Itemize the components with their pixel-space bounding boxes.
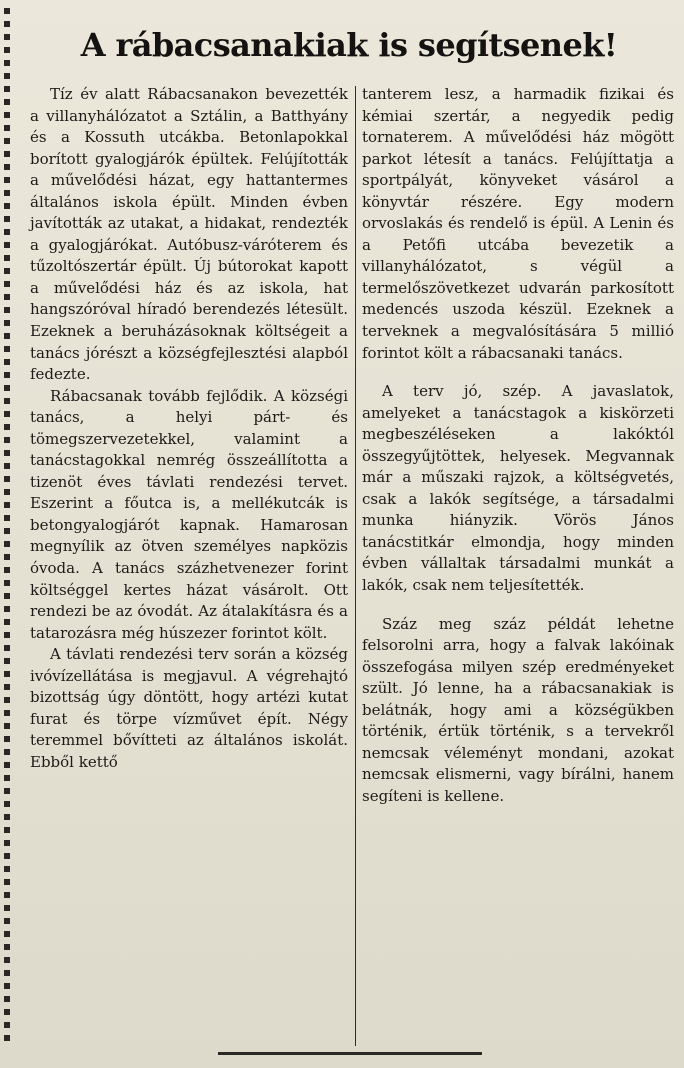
article-end-rule — [218, 1052, 482, 1055]
clipping-cut-border — [4, 8, 10, 1048]
column-divider — [355, 86, 356, 1046]
paragraph-5: A terv jó, szép. A javaslatok, amelyeket a tanácstagok a kiskörzeti megbeszéléseken a lakóktól összegyűjtöttek, helyesek. Megvannak már a műszaki rajzok, a költségvetés, csak a lakók segítsége, a társadalmi munka hiányzik. Vörös János tanácstitkár elmondja, hogy minden évben vállaltak társadalmi munkát a lakók, csak nem teljesítették. — [362, 382, 674, 595]
left-column — [30, 84, 348, 774]
paragraph-1: Tíz év alatt Rábacsanakon bevezették a villanyhálózatot a Sztálin, a Batthyány és a Kossuth utcákba. Betonlapokkal borított gyalogjárók épültek. Felújították a művelődési házat, egy hattantermes általános iskola épült. Minden évben javították az utakat, a hidakat, rendezték a gyalogjárókat. Autóbusz-váróterem és tűzoltószertár épült. Új bútorokat kapott a művelődési ház és az iskola, hat hangszóróval híradó berendezés létesült. Ezeknek a beruházásoknak költségeit a tanács jórészt a községfejlesztési alapból fedezte. — [30, 85, 348, 384]
right-column — [362, 84, 674, 808]
paragraph-4: tanterem lesz, a harmadik fizikai és kémiai szertár, a negyedik pedig tornaterem. A művelődési ház mögött parkot létesít a tanács. Felújíttatja a sportpályát, könyveket vásárol a könyvtár részére. Egy modern orvoslakás és rendelő is épül. A Lenin és a Petőfi utcába bevezetik a villanyhálózatot, s végül a termelőszövetkezet udvarán parkosított medencés uszoda készül. Ezeknek a terveknek a megvalósítására 5 millió forintot költ a rábacsanaki tanács. — [362, 85, 674, 362]
paragraph-2: Rábacsanak tovább fejlődik. A községi tanács, a helyi párt- és tömegszervezetekkel, valamint a tanácstagokkal nemrég összeállította a tizenöt éves távlati rendezési tervet. Eszerint a főutca is, a mellékutcák is betongyalogjárót kapnak. Hamarosan megnyílik az ötven személyes napközis óvoda. A tanács százhetvenezer forint költséggel kertes házat vásárolt. Ott rendezi be az óvodát. Az átalakításra és a tatarozásra még húszezer forintot költ. — [30, 386, 348, 642]
article-headline: A rábacsanakiak is segítsenek! — [80, 26, 618, 64]
paragraph-6: Száz meg száz példát lehetne felsorolni arra, hogy a falvak lakóinak összefogása milyen szép eredményeket szült. Jó lenne, ha a rábacsanakiak is belátnák, hogy ami a községükben történik, értük történik, s a tervekről nemcsak véleményt mondani, azokat nemcsak elismerni, vagy bírálni, hanem segíteni is kellene. — [362, 614, 674, 805]
paragraph-3: A távlati rendezési terv során a község ivóvízellátása is megjavul. A végrehajtó bizottság úgy döntött, hogy artézi kutat furat és törpe vízművet épít. Négy teremmel bővítteti az általános iskolát. Ebből kettő — [30, 645, 348, 771]
